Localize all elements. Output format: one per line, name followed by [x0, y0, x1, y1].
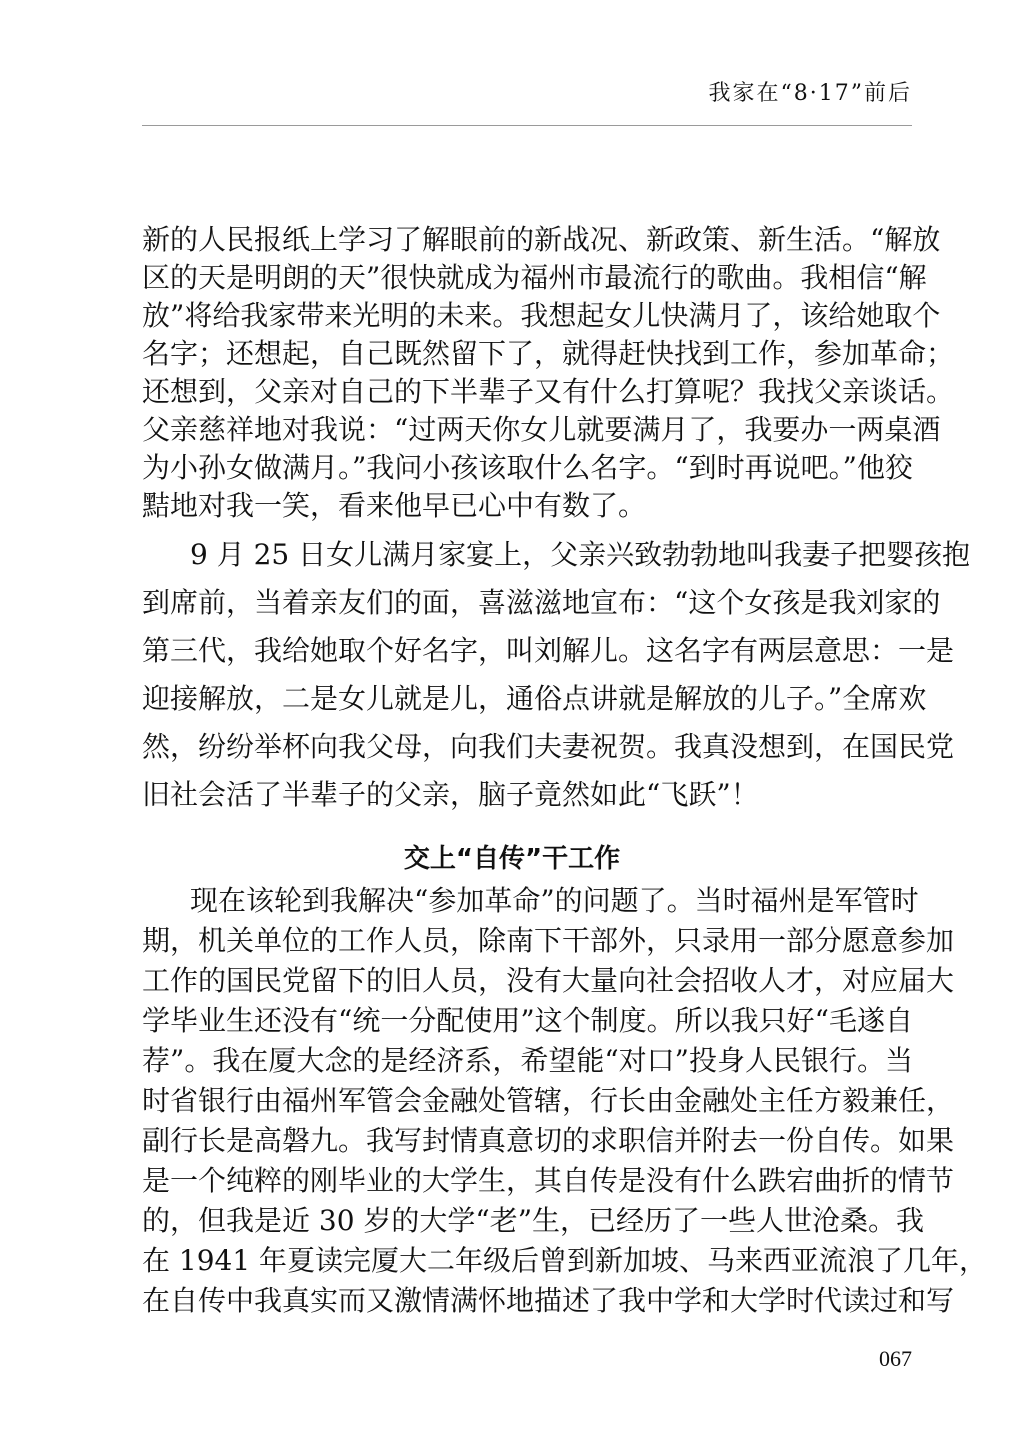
- body-line: 期，机关单位的工作人员，除南下干部外，只录用一部分愿意参加: [142, 924, 955, 957]
- body-line: 9 月 25 日女儿满月家宴上，父亲兴致勃勃地叫我妻子把婴孩抱: [190, 538, 971, 571]
- body-line: 旧社会活了半辈子的父亲，脑子竟然如此“飞跃”！: [142, 778, 759, 811]
- body-line: 放”将给我家带来光明的未来。我想起女儿快满月了，该给她取个: [142, 299, 941, 332]
- body-line: 学毕业生还没有“统一分配使用”这个制度。所以我只好“毛遂自: [142, 1004, 913, 1037]
- body-line: 到席前，当着亲友们的面，喜滋滋地宣布：“这个女孩是我刘家的: [142, 586, 941, 619]
- body-line: 荐”。我在厦大念的是经济系，希望能“对口”投身人民银行。当: [142, 1044, 913, 1077]
- body-line: 新的人民报纸上学习了解眼前的新战况、新政策、新生活。“解放: [142, 223, 941, 256]
- body-line: 父亲慈祥地对我说：“过两天你女儿就要满月了，我要办一两桌酒: [142, 413, 941, 446]
- body-line: 在自传中我真实而又激情满怀地描述了我中学和大学时代读过和写: [142, 1284, 955, 1317]
- body-line: 是一个纯粹的刚毕业的大学生，其自传是没有什么跌宕曲折的情节: [142, 1164, 955, 1197]
- header-rule: [142, 125, 912, 126]
- body-line: 黠地对我一笑，看来他早已心中有数了。: [142, 489, 647, 522]
- body-line: 第三代，我给她取个好名字，叫刘解儿。这名字有两层意思：一是: [142, 634, 955, 667]
- body-line: 在 1941 年夏读完厦大二年级后曾到新加坡、马来西亚流浪了几年，: [142, 1244, 988, 1277]
- running-header: 我家在“8·17”前后: [708, 81, 912, 106]
- body-line: 现在该轮到我解决“参加革命”的问题了。当时福州是军管时: [190, 884, 919, 917]
- body-line: 为小孙女做满月。”我问小孩该取什么名字。“到时再说吧。”他狡: [142, 451, 913, 484]
- body-line: 的，但我是近 30 岁的大学“老”生，已经历了一些人世沧桑。我: [142, 1204, 925, 1237]
- body-line: 区的天是明朗的天”很快就成为福州市最流行的歌曲。我相信“解: [142, 261, 927, 294]
- body-line: 迎接解放，二是女儿就是儿，通俗点讲就是解放的儿子。”全席欢: [142, 682, 927, 715]
- body-line: 名字；还想起，自己既然留下了，就得赶快找到工作，参加革命；: [142, 337, 955, 370]
- body-line: 工作的国民党留下的旧人员，没有大量向社会招收人才，对应届大: [142, 964, 955, 997]
- body-line: 还想到，父亲对自己的下半辈子又有什么打算呢？我找父亲谈话。: [142, 375, 955, 408]
- page-number: 067: [879, 1346, 912, 1371]
- body-line: 副行长是高磐九。我写封情真意切的求职信并附去一份自传。如果: [142, 1124, 955, 1157]
- section-title: 交上“自传”干工作: [403, 844, 621, 874]
- body-line: 时省银行由福州军管会金融处管辖，行长由金融处主任方毅兼任，: [142, 1084, 955, 1117]
- body-line: 然，纷纷举杯向我父母，向我们夫妻祝贺。我真没想到，在国民党: [142, 730, 955, 763]
